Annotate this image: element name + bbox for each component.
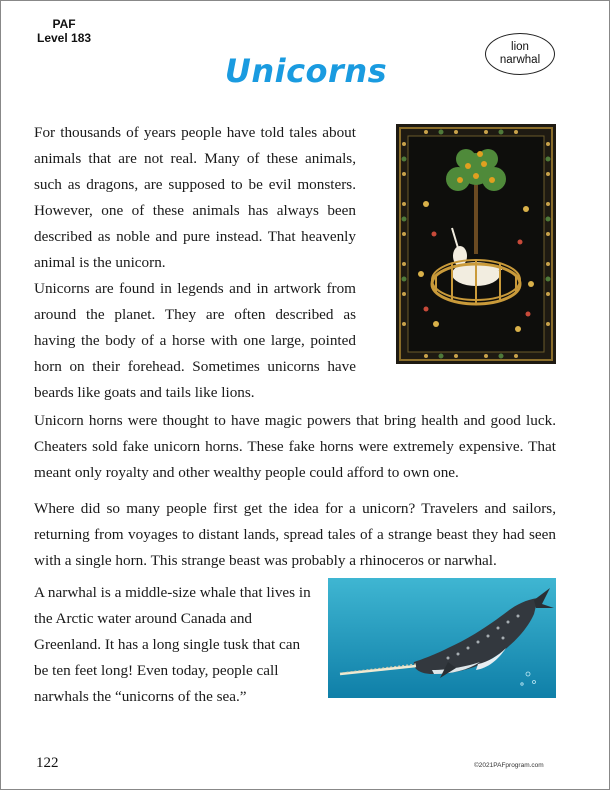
level-label (37, 17, 91, 45)
page-title: Unicorns (224, 52, 388, 90)
paragraph-4: Where did so many people first get the idea for a unicorn? Travelers and sailors, returning from voyages to distant lands, spread tales of a strange beast they had seen with a single horn. This strange beast was probably a rhinoceros or narwhal. (34, 500, 556, 569)
paragraph-1: For thousands of years people have told tales about animals that are not real. Many of these animals, such as dragons, are supposed to be evil monsters. However, one of these animals has always been described as noble and pure instead. That heavenly animal is the unicorn. (34, 124, 356, 271)
page-number: 122 (36, 755, 59, 771)
paragraph-5: A narwhal is a middle-size whale that lives in the Arctic water around Canada and Greenland. It has a long single tusk that can be ten feet long! Even today, people call narwhals the “unicorns of the sea.” (34, 584, 311, 705)
unicorn-tapestry-image (396, 124, 556, 364)
program-name: PAF (52, 17, 76, 31)
paragraph-3: Unicorn horns were thought to have magic powers that bring health and good luck. Cheaters sold fake unicorn horns. These fake horns were extremely expensive. That meant only royalty and other wealthy people could afford to own one. (34, 412, 556, 481)
new-words-oval (485, 33, 555, 75)
new-word: lion (511, 41, 529, 53)
narwhal-image (328, 578, 556, 698)
copyright: ©2021PAFprogram.com (474, 762, 544, 769)
new-word: narwhal (499, 54, 541, 66)
paragraph-2: Unicorns are found in legends and in artwork from around the planet. They are often described as having the body of a horse with one large, pointed horn on their forehead. Sometimes unicorns have beards like goats and tails like lions. (34, 280, 356, 401)
level-number: Level 183 (37, 31, 92, 45)
